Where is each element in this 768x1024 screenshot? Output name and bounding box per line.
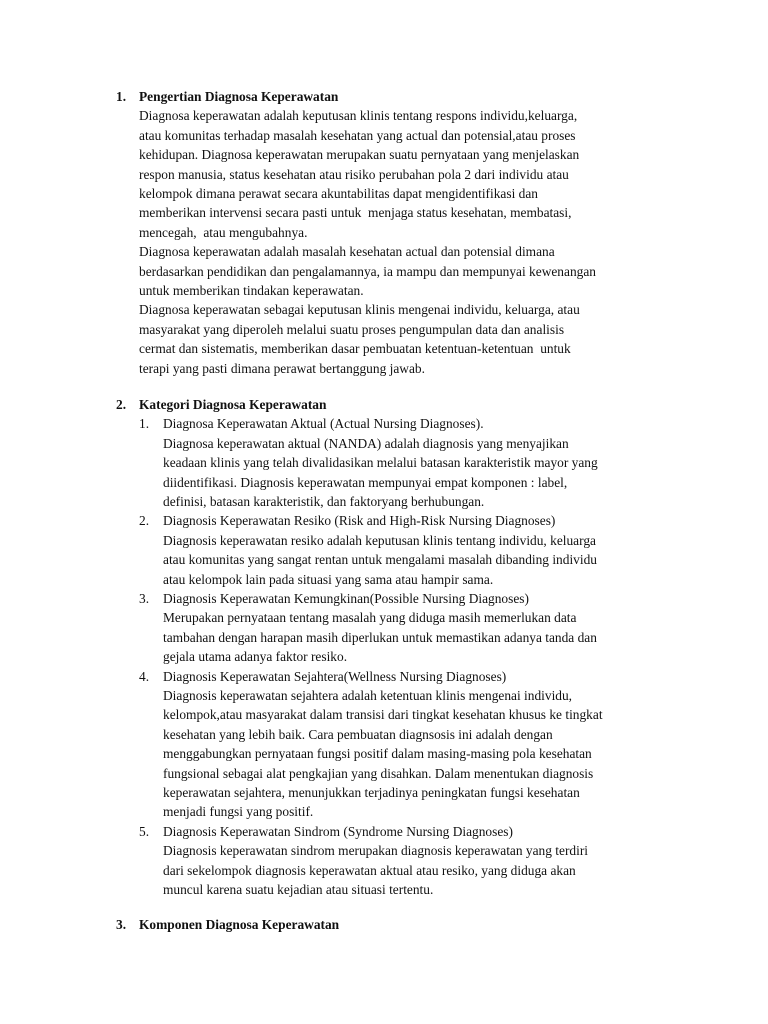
list-item-body: Diagnosis keperawatan sindrom merupakan diagnosis keperawatan yang terdiri dari sekelompok diagnosis keperawatan aktual atau resiko, yang diduga akan muncul karena suatu kejadian atau situasi tertentu. (163, 843, 589, 897)
section-heading: Komponen Diagnosa Keperawatan (139, 917, 340, 932)
list-item-title: Diagnosis Keperawatan Sejahtera(Wellness Nursing Diagnoses) (163, 668, 507, 684)
list-item-number: 2. (139, 513, 150, 529)
section-heading: Kategori Diagnosa Keperawatan (139, 397, 327, 412)
list-item-number: 3. (139, 591, 150, 606)
list-item-body: Merupakan pernyataan tentang masalah yang diduga masih memerlukan data tambahan dengan harapan masih diperlukan untuk memastikan adanya tanda dan gejala utama adanya faktor resiko. (163, 610, 597, 665)
section-number: 1. (116, 89, 127, 104)
list-item-title: Diagnosis Keperawatan Sindrom (Syndrome Nursing Diagnoses) (163, 823, 513, 839)
paragraph: Diagnosa keperawatan adalah masalah kesehatan actual dan potensial dimana berdasarkan pendidikan dan pengalamannya, ia mampu dan mempunyai kewenangan untuk memberikan tindakan keperawatan. (139, 244, 596, 298)
list-item-number: 1. (139, 416, 150, 432)
list-item-title: Diagnosa Keperawatan Aktual (Actual Nursing Diagnoses). (163, 416, 484, 432)
list-item-title: Diagnosis Keperawatan Resiko (Risk and High-Risk Nursing Diagnoses) (163, 513, 556, 529)
list-item-body: Diagnosa keperawatan aktual (NANDA) adalah diagnosis yang menyajikan keadaan klinis yang telah divalidasikan melalui batasan karakteristik mayor yang diidentifikasi. Diagnosis keperawatan mempunyai empat komponen : label, definisi, batasan karakteristik, dan faktoryang berhubungan. (163, 435, 598, 510)
list-item-body: Diagnosis keperawatan resiko adalah keputusan klinis tentang individu, keluarga atau komunitas yang sangat rentan untuk mengalami masalah dibanding individu atau kelompok lain pada situasi yang sama atau hampir sama. (163, 532, 597, 587)
paragraph: Diagnosa keperawatan sebagai keputusan klinis mengenai individu, keluarga, atau masyarakat yang diperoleh melalui suatu proses pengumpulan data dan analisis cermat dan sistematis, memberikan dasar pembuatan ketentuan-ketentuan untuk terapi yang pasti dimana perawat bertanggung jawab. (139, 302, 580, 376)
section-number: 2. (116, 397, 127, 412)
paragraph: Diagnosa keperawatan adalah keputusan klinis tentang respons individu,keluarga, atau komunitas terhadap masalah kesehatan yang actual dan potensial,atau proses kehidupan. Diagnosa keperawatan merupakan suatu pernyataan yang menjelaskan respon manusia, status kesehatan atau risiko perubahan pola 2 dari individu atau kelompok dimana perawat secara akuntabilitas dapat mengidentifikasi dan memberikan intervensi secara pasti untuk menjaga status kesehatan, membatasi, mencegah, atau mengubahnya. (139, 108, 580, 240)
section-heading: Pengertian Diagnosa Keperawatan (139, 89, 339, 104)
list-item-title: Diagnosis Keperawatan Kemungkinan(Possible Nursing Diagnoses) (163, 591, 529, 606)
list-item-number: 5. (139, 823, 150, 839)
list-item-body: Diagnosis keperawatan sejahtera adalah ketentuan klinis mengenai individu, kelompok,atau masyarakat dalam transisi dari tingkat kesehatan khusus ke tingkat kesehatan yang lebih baik. Cara pembuatan diagnsosis ini adalah dengan menggabungkan pernyataan fungsi positif dalam masing-masing pola kesehatan fungsional sebagai alat pengkajian yang disahkan. Dalam menentukan diagnosis keperawatan sejahtera, menunjukkan terjadinya peningkatan fungsi kesehatan menjadi fungsi yang positif. (163, 688, 603, 820)
section-number: 3. (116, 917, 127, 932)
list-item-number: 4. (139, 668, 150, 684)
